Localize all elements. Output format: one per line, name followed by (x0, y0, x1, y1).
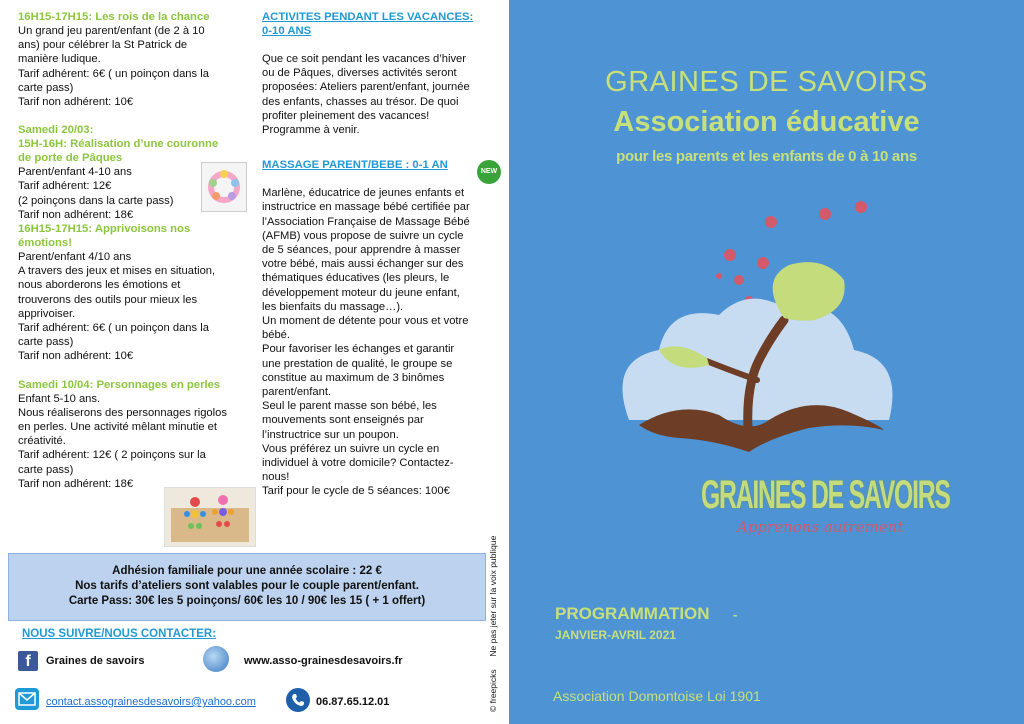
section-body: Un grand jeu parent/enfant (de 2 à 10 ans) pour célébrer la St Patrick de manière ludique. Tarif adhérent: 6€ ( un poinçon dans la carte pass) Tarif non adhérent: 10€ (18, 25, 209, 109)
contact-title: NOUS SUIVRE/NOUS CONTACTER: (22, 628, 217, 640)
facebook-label[interactable]: Graines de savoirs (46, 655, 145, 667)
logo-artwork (599, 190, 929, 490)
section-title: Samedi 10/04: Personnages en perles (18, 378, 221, 391)
programmation-dash: - (733, 607, 738, 622)
middle-column (262, 10, 484, 499)
beads-photo (164, 487, 256, 547)
cover-panel (509, 0, 1024, 724)
logo-text: GRAINES DE SAVOIRS (701, 473, 950, 517)
massage-body: Marlène, éducatrice de jeunes enfants et instructrice en massage bébé certifiée par l’Association Française de Massage Bébé (AFMB) vous propose de suivre un cycle de 5 séances, pour apprendre à masser votre bébé, mais aussi échanger sur des thématiques éducatives (les pleurs, le développement moteur du jeune enfant, les bienfaits du massage…). Un moment de détente pour vous et votre bébé. Pour favoriser les échanges et garantir une prestation de qualité, le groupe se constitue au maximum de 3 binômes parent/enfant. Seul le parent masse son bébé, les mouvements sont enseignés par l’instructrice sur un poupon. Vous préférez un suivre un cycle en individuel à votre domicile? Contactez- nous! Tarif pour le cycle de 5 séances: 100€ (262, 187, 470, 498)
period-label: JANVIER-AVRIL 2021 (555, 628, 676, 642)
email-icon (15, 688, 39, 710)
association-footer: Association Domontoise Loi 1901 (553, 688, 761, 704)
phone-number[interactable]: 06.87.65.12.01 (316, 696, 390, 708)
email-link[interactable]: contact.assograinesdesavoirs@yahoo.com (46, 696, 256, 708)
wreath-photo (201, 162, 247, 212)
programmation-text: PROGRAMMATION (555, 604, 710, 623)
credit-text: © freepicks (488, 669, 498, 712)
membership-line: Carte Pass: 30€ les 5 poinçons/ 60€ les 10 / 90€ les 15 ( + 1 offert) (68, 595, 426, 607)
massage-title: MASSAGE PARENT/BEBE : 0-1 AN (262, 159, 448, 172)
section-body: Enfant 5-10 ans. Nous réaliserons des personnages rigolos en perles. Une activité mêlant minutie et créativité. Tarif adhérent: 12€ ( 2 poinçons sur la carte pass) Tarif non adhérent: 18€ (18, 392, 227, 490)
section-body: Parent/enfant 4/10 ans A travers des jeux et mises en situation, nous aborderons les émotions et trouverons des outils pour mieux les apprivoiser. Tarif adhérent: 6€ ( un poinçon dans la carte pass) Tarif non adhérent: 10€ (18, 251, 216, 363)
vacation-body: Que ce soit pendant les vacances d’hiver ou de Pâques, diverses activités seront proposées: Ateliers parent/enfant, journée des enfants, chasses au trésor. De quoi profiter pleinement des vacances! Programme à venir. (262, 53, 470, 137)
cover-subtitle: Association éducative (613, 106, 920, 138)
section-title: 16H15-17H15: Les rois de la chance (18, 11, 210, 23)
membership-box (8, 553, 486, 621)
section-title: 16H15-17H15: Apprivoisons nos émotions! (18, 223, 191, 250)
phone-icon (286, 688, 310, 712)
cover-tagline: pour les parents et les enfants de 0 à 10 ans (616, 148, 917, 165)
new-badge-icon: NEW (477, 160, 501, 184)
facebook-icon[interactable]: f (18, 651, 38, 671)
programmation-label (555, 604, 737, 624)
section-date: Samedi 20/03: (18, 124, 94, 137)
vertical-credits (488, 512, 498, 712)
notice-text: Ne pas jeter sur la voix publique (488, 535, 498, 657)
section-body: Parent/enfant 4-10 ans Tarif adhérent: 12€ (2 poinçons dans la carte pass) Tarif non adhérent: 18€ (18, 166, 174, 221)
website-link[interactable]: www.asso-grainesdesavoirs.fr (244, 655, 403, 667)
globe-icon (203, 646, 229, 672)
section-title: 15H-16H: Réalisation d’une couronne de porte de Pâques (18, 138, 219, 165)
cover-title: GRAINES DE SAVOIRS (605, 66, 928, 98)
vacation-title: ACTIVITES PENDANT LES VACANCES: 0-10 ANS (262, 11, 474, 37)
logo-tagline: Apprenons autrement (737, 518, 904, 536)
membership-line: Nos tarifs d’ateliers sont valables pour le couple parent/enfant. (75, 580, 419, 592)
membership-line: Adhésion familiale pour une année scolaire : 22 € (112, 565, 382, 577)
left-column (18, 10, 233, 491)
